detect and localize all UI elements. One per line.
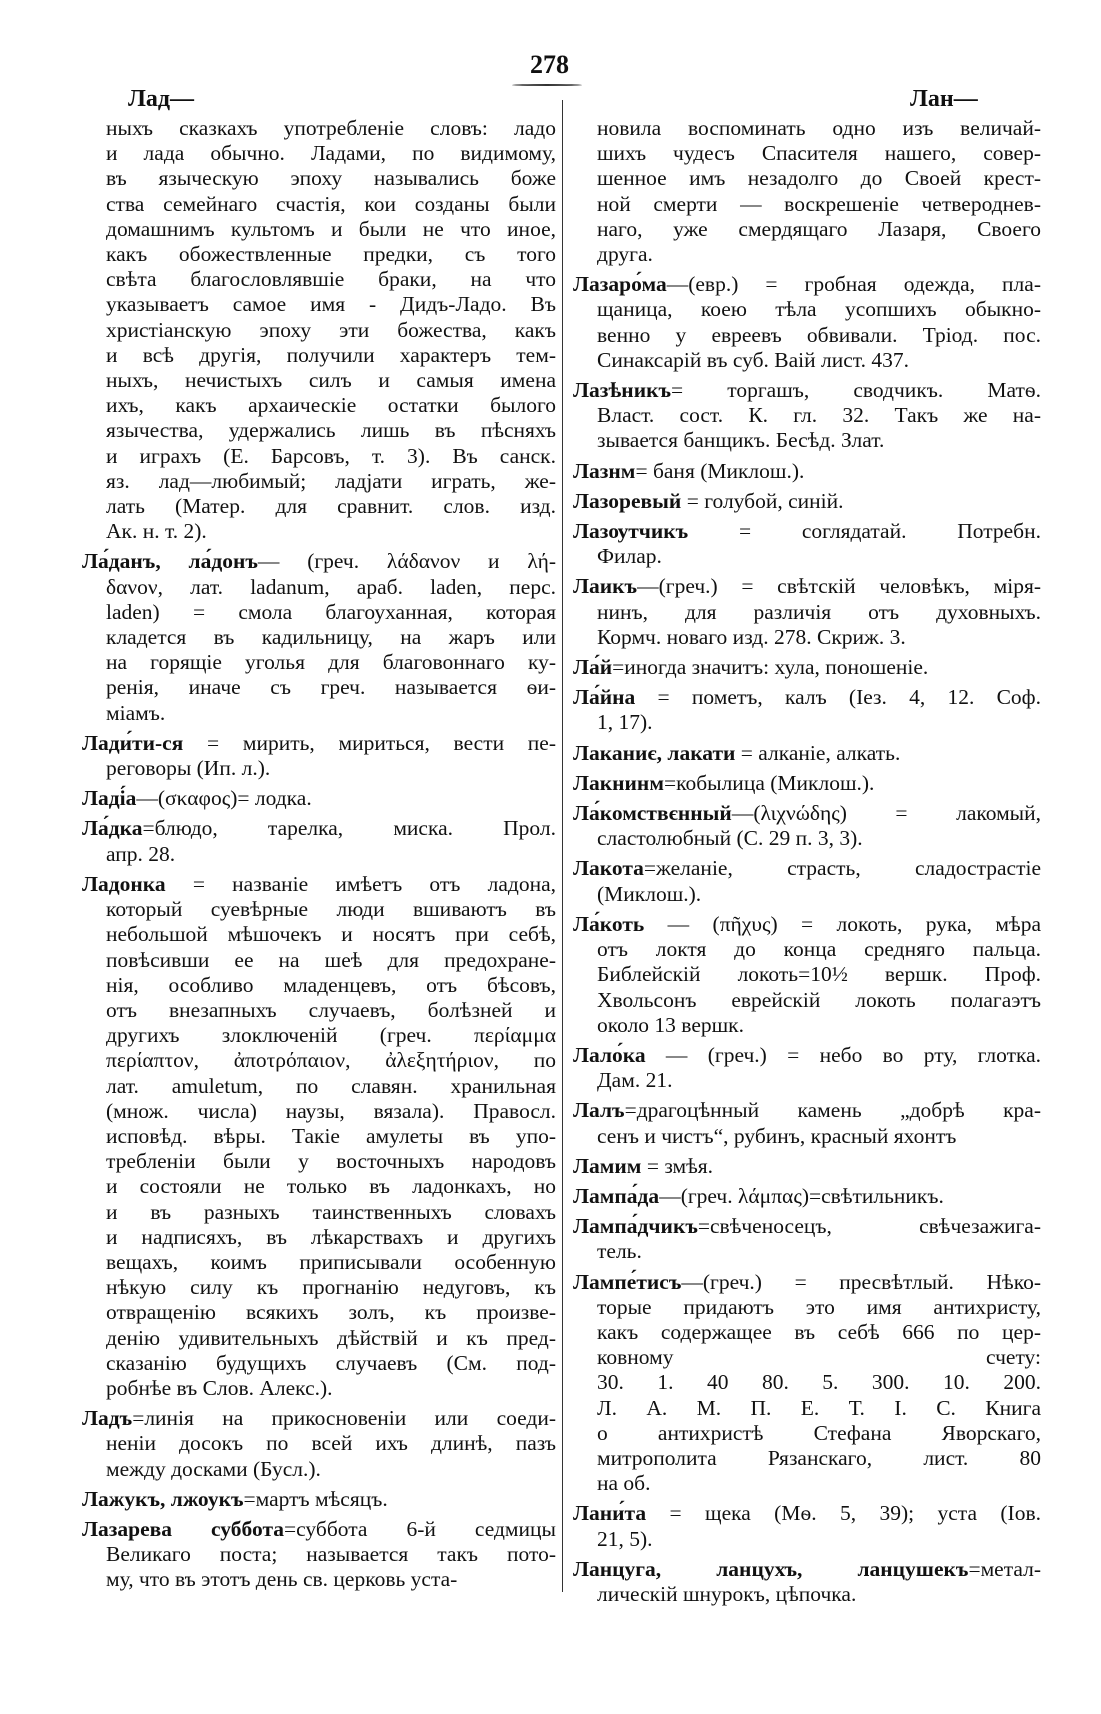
entry-text: отъ локтя до конца средняго пальца. xyxy=(597,937,1041,962)
headword: Ла́данъ, ла́донъ xyxy=(82,549,258,574)
entry-line xyxy=(573,912,1041,937)
entry-line xyxy=(82,922,556,947)
headword: Лакнинм xyxy=(573,770,664,795)
entry-line xyxy=(573,166,1041,191)
entry-text: — (греч. λάδανον и λή- xyxy=(257,549,556,574)
entry-text: лать (Матер. для сравнит. слов. изд. xyxy=(106,494,556,519)
dictionary-entry xyxy=(573,272,1041,373)
headword: Ладі́а xyxy=(82,786,137,811)
entry-line xyxy=(573,988,1041,1013)
entry-text: робнѣе въ Слов. Алекс.). xyxy=(106,1375,333,1400)
entry-text: δανον, лат. ladanum, араб. laden, перс. xyxy=(106,574,556,599)
entry-text: въ языческую эпоху назывались боже xyxy=(106,166,556,191)
entry-text: яз. лад—любимый; ладјати играть, же- xyxy=(106,468,556,493)
entry-line xyxy=(573,217,1041,242)
headword: Лампа́да xyxy=(573,1183,660,1208)
right-column xyxy=(573,116,1041,1607)
dictionary-entry xyxy=(573,116,1041,267)
entry-line xyxy=(82,418,556,443)
headword: Лалъ xyxy=(573,1098,625,1123)
entry-line xyxy=(573,1184,1041,1209)
entry-line xyxy=(573,625,1041,650)
entry-line xyxy=(82,1406,556,1431)
right-running-head: Лан— xyxy=(910,86,978,112)
entry-text: домашнимъ культомъ и были не что иное, xyxy=(106,216,556,241)
entry-text: Дам. 21. xyxy=(597,1068,673,1093)
entry-line xyxy=(573,1295,1041,1320)
entry-text: Хвольсонъ еврейскій локоть полагаэтъ xyxy=(597,987,1041,1012)
entry-text: ренія, иначе съ греч. называется ѳи- xyxy=(106,675,556,700)
entry-line xyxy=(573,1501,1041,1526)
entry-text: — (греч.) = небо во рту, глотка. xyxy=(645,1042,1041,1067)
entry-text: Великаго поста; называется такъ пото- xyxy=(106,1542,556,1567)
entry-line xyxy=(82,192,556,217)
entry-line xyxy=(573,348,1041,373)
entry-text: о антихристѣ Стефана Яворскаго, xyxy=(597,1420,1041,1445)
entry-line xyxy=(573,1124,1041,1149)
entry-text: 1, 17). xyxy=(597,710,653,735)
entry-text: —(евр.) = гробная одежда, пла- xyxy=(666,272,1041,297)
dictionary-entry xyxy=(573,1098,1041,1148)
entry-line xyxy=(573,519,1041,544)
entry-line xyxy=(573,459,1041,484)
dictionary-entry xyxy=(573,1557,1041,1607)
dictionary-entry xyxy=(82,816,556,866)
headword: Ла́йна xyxy=(573,685,636,710)
entry-line xyxy=(573,1527,1041,1552)
headword: Ла́коть xyxy=(573,911,645,936)
entry-text: му, что въ этотъ день св. церковь уста- xyxy=(106,1567,458,1592)
entry-text: Ак. н. т. 2). xyxy=(106,519,207,544)
entry-text: (Миклош.). xyxy=(597,881,702,906)
dictionary-entry xyxy=(573,801,1041,851)
entry-text: кладется въ кадильницу, на жаръ или xyxy=(106,625,556,650)
entry-line xyxy=(82,842,556,867)
entry-text: = алканіе, алкать. xyxy=(735,740,901,765)
headword: Ла́комствєнный xyxy=(573,801,732,826)
entry-text: Библейскій локоть=10½ вершк. Проф. xyxy=(597,962,1041,987)
entry-text: требленіи были у восточныхъ народовъ xyxy=(106,1149,556,1174)
entry-text: который суевѣрные люди вшиваютъ въ xyxy=(106,897,556,922)
entry-line xyxy=(573,1013,1041,1038)
entry-text: —(греч.) = пресвѣтлый. Нѣко- xyxy=(681,1269,1041,1294)
entry-text: и состояли не только въ ладонкахъ, но xyxy=(106,1174,556,1199)
entry-line xyxy=(82,1517,556,1542)
entry-text: венно у евреевъ обвивали. Тріод. пос. xyxy=(597,322,1041,347)
entry-line xyxy=(573,1098,1041,1123)
entry-text: новила воспоминать одно изъ величай- xyxy=(597,116,1041,140)
dictionary-entry xyxy=(82,116,556,544)
column-divider xyxy=(562,100,563,1592)
entry-text: =блюдо, тарелка, миска. Прол. xyxy=(142,816,556,841)
entry-line xyxy=(82,267,556,292)
dictionary-entry xyxy=(573,574,1041,650)
entry-line xyxy=(82,1048,556,1073)
entry-line xyxy=(573,1068,1041,1093)
entry-line xyxy=(82,701,556,726)
entry-text: Филар. xyxy=(597,544,662,569)
headword: Ладонка xyxy=(82,871,166,896)
entry-text: около 13 вершк. xyxy=(597,1012,744,1037)
dictionary-entry xyxy=(573,1184,1041,1209)
entry-text: = щека (Мѳ. 5, 39); уста (Іов. xyxy=(646,1501,1041,1526)
headword: Лазнм xyxy=(573,458,636,483)
entry-line xyxy=(573,826,1041,851)
entry-line xyxy=(82,1023,556,1048)
entry-text: отъ внезапныхъ случаевъ, болѣзней и xyxy=(106,997,556,1022)
entry-text: нѣкую силу къ прогнанію недуговъ, къ xyxy=(106,1275,556,1300)
entry-text: ковному счету: xyxy=(597,1345,1041,1370)
dictionary-entry xyxy=(573,489,1041,514)
entry-text: = змѣя. xyxy=(641,1153,714,1178)
dictionary-entry xyxy=(573,856,1041,906)
dictionary-entry xyxy=(82,1517,556,1593)
entry-line xyxy=(82,166,556,191)
headword: Лажукъ, лжоукъ xyxy=(82,1486,244,1511)
entry-line xyxy=(82,731,556,756)
dictionary-entry xyxy=(573,519,1041,569)
entry-text: = соглядатай. Потребн. xyxy=(688,519,1041,544)
entry-line xyxy=(82,1275,556,1300)
dictionary-entry xyxy=(573,771,1041,796)
entry-text: =драгоцѣнный камень „добрѣ кра- xyxy=(624,1098,1041,1123)
entry-line xyxy=(82,1351,556,1376)
entry-line xyxy=(573,771,1041,796)
entry-line xyxy=(573,1370,1041,1395)
entry-text: = мирить, мириться, вести пе- xyxy=(183,730,556,755)
entry-line xyxy=(82,1099,556,1124)
entry-text: =иногда значитъ: хула, поношеніе. xyxy=(612,655,929,680)
entry-line xyxy=(82,116,556,141)
entry-text: ныхъ сказкахъ употребленіе словъ: ладо xyxy=(106,116,556,140)
headword: Лакота xyxy=(573,856,644,881)
entry-line xyxy=(82,217,556,242)
entry-text: 30. 1. 40 80. 5. 300. 10. 200. xyxy=(597,1370,1041,1395)
entry-text: друга. xyxy=(597,242,653,267)
dictionary-entry xyxy=(573,1154,1041,1179)
entry-text: ной смерти — воскрешеніе четвероднев- xyxy=(597,191,1041,216)
entry-line xyxy=(82,1300,556,1325)
entry-text: Власт. сост. К. гл. 32. Такъ же на- xyxy=(597,403,1041,428)
entry-text: сластолюбный (С. 29 п. 3, 3). xyxy=(597,826,863,851)
entry-line xyxy=(82,1542,556,1567)
dictionary-entry xyxy=(573,1043,1041,1093)
entry-line xyxy=(573,937,1041,962)
dictionary-entry xyxy=(573,459,1041,484)
entry-text: —(греч. λάμπας)=свѣтильникъ. xyxy=(659,1183,944,1208)
dictionary-entry xyxy=(82,1487,556,1512)
entry-text: указываетъ самое имя - Дидъ-Ладо. Въ xyxy=(106,292,556,317)
entry-line xyxy=(82,1174,556,1199)
entry-text: какъ содержащее въ себѣ 666 по цер- xyxy=(597,1319,1041,1344)
entry-line xyxy=(82,650,556,675)
dictionary-entry xyxy=(573,685,1041,735)
entry-line xyxy=(82,318,556,343)
dictionary-entry xyxy=(573,378,1041,454)
entry-line xyxy=(82,1431,556,1456)
entry-text: зывается банщикъ. Бесѣд. Злат. xyxy=(597,428,885,453)
entry-text: = голубой, синій. xyxy=(681,488,844,513)
entry-text: 21, 5). xyxy=(597,1526,653,1551)
entry-text: наго, уже смердящаго Лазаря, Своего xyxy=(597,216,1041,241)
entry-line xyxy=(82,393,556,418)
entry-line xyxy=(82,1567,556,1592)
entry-text: какъ обожествленные предки, съ того xyxy=(106,242,556,267)
entry-line xyxy=(573,1345,1041,1370)
entry-line xyxy=(82,897,556,922)
entry-line xyxy=(573,1582,1041,1607)
entry-line xyxy=(573,1471,1041,1496)
entry-text: = пометъ, калъ (Іез. 4, 12. Соф. xyxy=(635,685,1041,710)
entry-text: реговоры (Ип. л.). xyxy=(106,756,271,781)
entry-line xyxy=(573,403,1041,428)
entry-line xyxy=(82,1250,556,1275)
entry-line xyxy=(82,786,556,811)
entry-line xyxy=(573,882,1041,907)
entry-text: —(λιχνώδης) = лакомый, xyxy=(731,801,1041,826)
entry-text: сказанію будущихъ случаевъ (См. под- xyxy=(106,1350,556,1375)
entry-line xyxy=(573,116,1041,141)
entry-text: ныхъ, нечистыхъ силъ и самыя имена xyxy=(106,368,556,393)
entry-line xyxy=(82,469,556,494)
dictionary-entry xyxy=(82,872,556,1401)
entry-text: нія, особливо младенцевъ, отъ бѣсовъ, xyxy=(106,972,556,997)
entry-line xyxy=(82,1225,556,1250)
entry-line xyxy=(573,192,1041,217)
entry-text: отвращенію всякихъ золъ, къ произве- xyxy=(106,1300,556,1325)
entry-text: Кормч. новаго изд. 278. Скриж. 3. xyxy=(597,624,906,649)
entry-line xyxy=(573,1446,1041,1471)
entry-line xyxy=(82,494,556,519)
entry-line xyxy=(573,801,1041,826)
headword: Лало́ка xyxy=(573,1042,646,1067)
dictionary-entry xyxy=(573,1214,1041,1264)
headword: Лазоревый xyxy=(573,488,682,513)
entry-line xyxy=(82,343,556,368)
entry-text: и лада обычно. Ладами, по видимому, xyxy=(106,141,556,166)
dictionary-entry xyxy=(573,1270,1041,1497)
headword: Лампе́тисъ xyxy=(573,1269,682,1294)
entry-line xyxy=(573,544,1041,569)
entry-text: =кобылица (Миклош.). xyxy=(663,770,875,795)
entry-text: сенъ и чистъ“, рубинъ, красный яхонтъ xyxy=(597,1123,957,1148)
entry-text: и въ разныхъ таинственныхъ словахъ xyxy=(106,1199,556,1224)
entry-line xyxy=(82,1326,556,1351)
entry-line xyxy=(82,1487,556,1512)
entry-text: денію удивительныхъ дѣйствій и къ пред- xyxy=(106,1325,556,1350)
dictionary-entry xyxy=(82,731,556,781)
entry-text: небольшой мѣшочекъ и носятъ при себѣ, xyxy=(106,922,556,947)
entry-line xyxy=(573,710,1041,735)
entry-text: другихъ злоключеній (греч. περίαμμα xyxy=(106,1023,556,1048)
headword: Ла́дка xyxy=(82,816,143,841)
entry-line xyxy=(82,816,556,841)
entry-line xyxy=(82,1074,556,1099)
entry-line xyxy=(82,973,556,998)
headword: Лаикъ xyxy=(573,574,638,599)
entry-line xyxy=(573,272,1041,297)
entry-line xyxy=(82,756,556,781)
entry-line xyxy=(82,141,556,166)
page-number-ornament xyxy=(512,84,582,86)
entry-text: и надписяхъ, въ лѣкарствахъ и другихъ xyxy=(106,1224,556,1249)
entry-line xyxy=(82,1376,556,1401)
entry-line xyxy=(82,1124,556,1149)
entry-line xyxy=(573,378,1041,403)
entry-line xyxy=(573,685,1041,710)
headword: Лампа́дчикъ xyxy=(573,1214,698,1239)
entry-text: на горящіе уголья для благовоннаго ку- xyxy=(106,650,556,675)
dictionary-entry xyxy=(573,912,1041,1038)
entry-text: =линія на прикосновеніи или соеди- xyxy=(132,1406,556,1431)
entry-text: митрополита Рязанскаго, лист. 80 xyxy=(597,1445,1041,1470)
entry-line xyxy=(573,1239,1041,1264)
dictionary-entry xyxy=(82,1406,556,1482)
entry-text: апр. 28. xyxy=(106,841,176,866)
dictionary-entry xyxy=(82,549,556,725)
entry-text: —(греч.) = свѣтскій человѣкъ, міря- xyxy=(637,574,1041,599)
entry-line xyxy=(82,368,556,393)
left-running-head: Лад— xyxy=(128,86,195,112)
entry-text: = баня (Миклош.). xyxy=(635,458,805,483)
entry-text: Л. А. М. П. Е. Т. І. С. Книга xyxy=(597,1395,1041,1420)
headword: Лазѣникъ xyxy=(573,378,672,403)
entry-line xyxy=(82,444,556,469)
entry-text: —(σκαφος)= лодка. xyxy=(136,786,312,811)
entry-line xyxy=(573,297,1041,322)
entry-text: неніи досокъ по всей ихъ длинѣ, пазъ xyxy=(106,1431,556,1456)
entry-text: = торгашъ, сводчикъ. Матѳ. xyxy=(671,378,1041,403)
dictionary-entry xyxy=(573,655,1041,680)
entry-text: Синаксарій въ суб. Ваій лист. 437. xyxy=(597,347,909,372)
entry-line xyxy=(573,1421,1041,1446)
entry-text: ихъ, какъ архаическіе остатки былого xyxy=(106,393,556,418)
headword: Лазаро́ма xyxy=(573,272,667,297)
entry-text: =суббота 6-й седмицы xyxy=(284,1516,556,1541)
entry-line xyxy=(573,1154,1041,1179)
entry-line xyxy=(573,856,1041,881)
entry-line xyxy=(82,575,556,600)
entry-line xyxy=(82,600,556,625)
entry-text: шенное имъ незадолго до Своей крест- xyxy=(597,166,1041,191)
headword: Лазарева суббота xyxy=(82,1516,285,1541)
entry-line xyxy=(82,549,556,574)
entry-line xyxy=(573,1320,1041,1345)
entry-line xyxy=(82,998,556,1023)
entry-line xyxy=(573,1214,1041,1239)
entry-text: = названіе имѣетъ отъ ладона, xyxy=(165,871,556,896)
entry-line xyxy=(573,242,1041,267)
entry-text: =желаніе, страсть, сладострастіе xyxy=(643,856,1041,881)
entry-line xyxy=(573,428,1041,453)
entry-text: христіанскую эпоху эти божества, какъ xyxy=(106,317,556,342)
entry-text: язычества, удержались лишь въ пѣсняхъ xyxy=(106,418,556,443)
dictionary-entry xyxy=(573,741,1041,766)
entry-text: свѣта благословлявшіе браки, на что xyxy=(106,267,556,292)
entry-line xyxy=(82,1200,556,1225)
entry-text: περίαπτον, ἀποτρόπαιον, ἀλεξητήριον, по xyxy=(106,1048,556,1073)
entry-line xyxy=(573,600,1041,625)
dictionary-entry xyxy=(82,786,556,811)
entry-text: тель. xyxy=(597,1239,642,1264)
entry-text: и играхъ (Е. Барсовъ, т. 3). Въ санск. xyxy=(106,443,556,468)
page-number: 278 xyxy=(530,50,569,79)
entry-text: шихъ чудесъ Спасителя нашего, совер- xyxy=(597,141,1041,166)
entry-line xyxy=(573,489,1041,514)
left-column xyxy=(82,116,556,1593)
dictionary-entry xyxy=(573,1501,1041,1551)
entry-line xyxy=(573,141,1041,166)
entry-text: (множ. числа) наузы, вязала). Правосл. xyxy=(106,1098,556,1123)
entry-line xyxy=(82,948,556,973)
entry-text: вещахъ, коимъ приписывали особенную xyxy=(106,1249,556,1274)
entry-text: =мартъ мѣсяцъ. xyxy=(243,1486,388,1511)
entry-text: исповѣд. вѣры. Такіе амулеты въ упо- xyxy=(106,1123,556,1148)
entry-line xyxy=(82,675,556,700)
entry-line xyxy=(573,741,1041,766)
headword: Ла́й xyxy=(573,655,613,680)
entry-text: лическій шнурокъ, цѣпочка. xyxy=(597,1581,857,1606)
entry-text: повѣсивши ее на шеѣ для предохране- xyxy=(106,947,556,972)
entry-text: лат. amuletum, по славян. хранильная xyxy=(106,1073,556,1098)
entry-line xyxy=(82,1457,556,1482)
entry-text: и всѣ другія, получили характеръ тем- xyxy=(106,342,556,367)
entry-line xyxy=(82,242,556,267)
entry-text: =свѣченосецъ, свѣчезажига- xyxy=(697,1214,1041,1239)
entry-line xyxy=(573,1557,1041,1582)
entry-line xyxy=(82,519,556,544)
entry-text: торые придаютъ это имя антихристу, xyxy=(597,1294,1041,1319)
entry-line xyxy=(573,655,1041,680)
headword: Ладъ xyxy=(82,1406,133,1431)
entry-line xyxy=(82,872,556,897)
headword: Лани́та xyxy=(573,1501,647,1526)
entry-line xyxy=(82,625,556,650)
entry-line xyxy=(573,1270,1041,1295)
entry-line xyxy=(573,1396,1041,1421)
headword: Лазѹтчикъ xyxy=(573,519,689,544)
entry-text: laden) = смола благоуханная, которая xyxy=(106,599,556,624)
headword: Лаканиє, лакати xyxy=(573,740,736,765)
entry-text: между досками (Бусл.). xyxy=(106,1456,321,1481)
entry-line xyxy=(573,1043,1041,1068)
entry-line xyxy=(82,292,556,317)
entry-text: ства семейнаго счастія, кои созданы были xyxy=(106,191,556,216)
headword: Ламим xyxy=(573,1153,642,1178)
entry-text: щаница, коею тѣла усопшихъ обыкно- xyxy=(597,297,1041,322)
entry-text: =метал- xyxy=(968,1556,1041,1581)
entry-line xyxy=(573,323,1041,348)
entry-text: — (πῆχυς) = локоть, рука, мѣра xyxy=(644,911,1041,936)
entry-text: нинъ, для различія отъ духовныхъ. xyxy=(597,599,1041,624)
headword: Лади́ти-ся xyxy=(82,730,184,755)
entry-line xyxy=(573,962,1041,987)
entry-text: міамъ. xyxy=(106,700,166,725)
entry-line xyxy=(82,1149,556,1174)
entry-text: на об. xyxy=(597,1471,651,1496)
entry-line xyxy=(573,574,1041,599)
headword: Ланцуга, ланцухъ, ланцушекъ xyxy=(573,1556,969,1581)
